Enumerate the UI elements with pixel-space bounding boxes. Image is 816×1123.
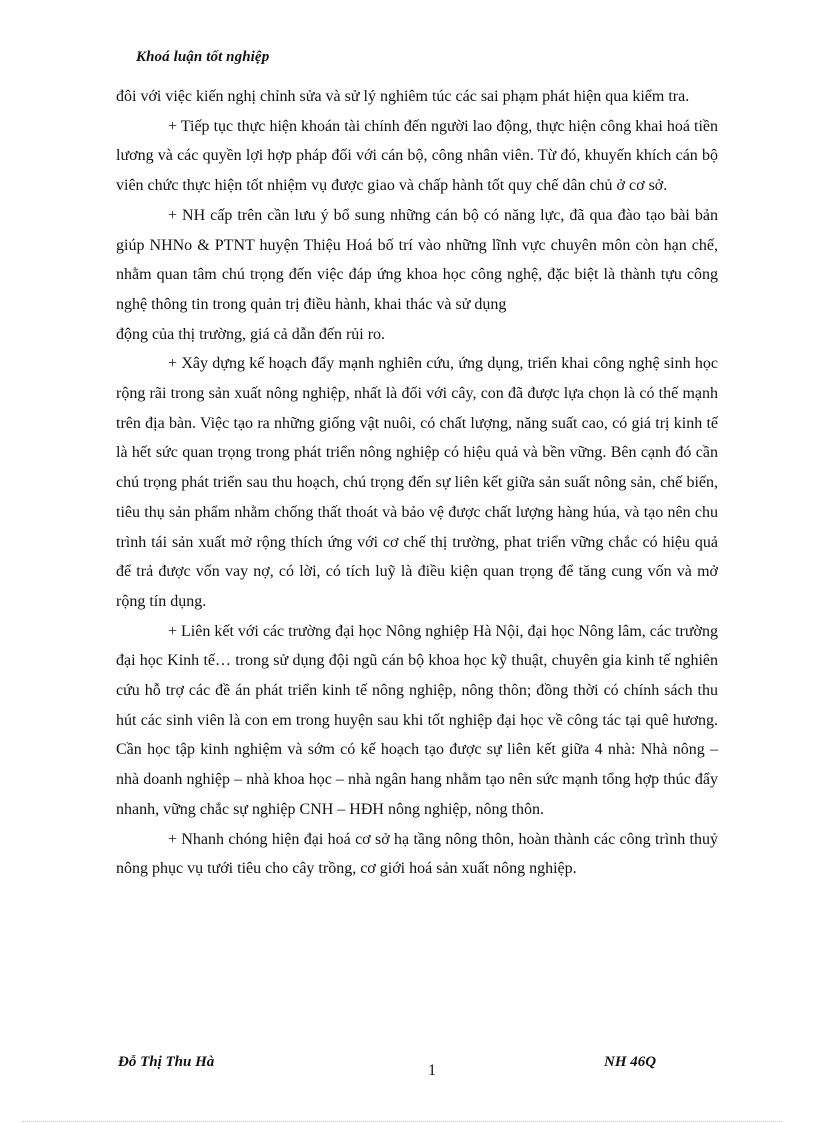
body-text	[116, 82, 718, 884]
page-number: 1	[428, 1062, 436, 1079]
footer-author: Đỗ Thị Thu Hà	[118, 1054, 215, 1070]
paragraph: đôi với việc kiến nghị chỉnh sửa và sử lý nghiêm túc các sai phạm phát hiện qua kiểm tra.	[116, 88, 690, 105]
paragraph: + Liên kết với các trường đại học Nông nghiệp Hà Nội, đại học Nông lâm, các trường đại học Kinh tế… trong sử dụng đội ngũ cán bộ khoa học kỹ thuật, chuyên gia kinh tế nghiên cứu hỗ trợ các đề án phát triển kinh tế nông nghiệp, nông thôn; đồng thời có chính sách thu hút các sinh viên là con em trong huyện sau khi tốt nghiệp đại học về công tác tại quê hương. Cần học tập kinh nghiệm và sớm có kế hoạch tạo được sự liên kết giữa 4 nhà: Nhà nông – nhà doanh nghiệp – nhà khoa học – nhà ngân hang nhằm tạo nên sức mạnh tổng hợp thúc đẩy nhanh, vững chắc sự nghiệp CNH – HĐH nông nghiệp, nông thôn.	[116, 622, 718, 818]
paragraph: + Xây dựng kế hoạch đẩy mạnh nghiên cứu, ứng dụng, triển khai công nghệ sinh học rộng rãi trong sản xuất nông nghiệp, nhất là đối với cây, con đã được lựa chọn là có thế mạnh trên địa bàn. Việc tạo ra những giống vật nuôi, có chất lượng, năng suất cao, có giá trị kinh tế là hết sức quan trọng trong phát triển nông nghiệp có hiệu quả và bền vững. Bên cạnh đó cần chú trọng phát triển sau thu hoạch, chú trọng đến sự liên kết giữa sản suất nông sản, chế biến, tiêu thụ sản phẩm nhằm chống thất thoát và bảo vệ được chất lượng hàng húa, và tạo nên chu trình tái sản xuất mở rộng thích ứng với cơ chế thị trường, phat triển vững chắc có hiệu quả để trả được vốn vay nợ, có lời, có tích luỹ là điều kiện quan trọng để tăng cung vốn và mở rộng tín dụng.	[116, 355, 718, 610]
footer-class-code: NH 46Q	[604, 1054, 657, 1070]
page-edge-divider	[22, 1121, 782, 1122]
page-footer	[118, 1054, 678, 1084]
paragraph: + Nhanh chóng hiện đại hoá cơ sở hạ tầng nông thôn, hoàn thành các công trình thuỷ nông phục vụ tưới tiêu cho cây trồng, cơ giới hoá sản xuất nông nghiệp.	[116, 830, 718, 878]
running-header: Khoá luận tốt nghiệp	[136, 49, 270, 65]
paragraph: + NH cấp trên cần lưu ý bổ sung những cán bộ có năng lực, đã qua đào tạo bài bản giúp NHNo & PTNT huyện Thiệu Hoá bố trí vào những lĩnh vực chuyên môn còn hạn chế, nhằm quan tâm chú trọng đến việc đáp ứng khoa học công nghệ, đặc biệt là thành tựu công nghệ thông tin trong quản trị điều hành, khai thác và sử dụng	[116, 206, 718, 313]
paragraph: động của thị trường, giá cả dẫn đến rủi ro.	[116, 325, 386, 343]
paragraph: + Tiếp tục thực hiện khoán tài chính đến người lao động, thực hiện công khai hoá tiền lương và các quyền lợi hợp pháp đối với cán bộ, công nhân viên. Từ đó, khuyến khích cán bộ viên chức thực hiện tốt nhiệm vụ được giao và chấp hành tốt quy chế dân chủ ở cơ sở.	[116, 117, 718, 195]
